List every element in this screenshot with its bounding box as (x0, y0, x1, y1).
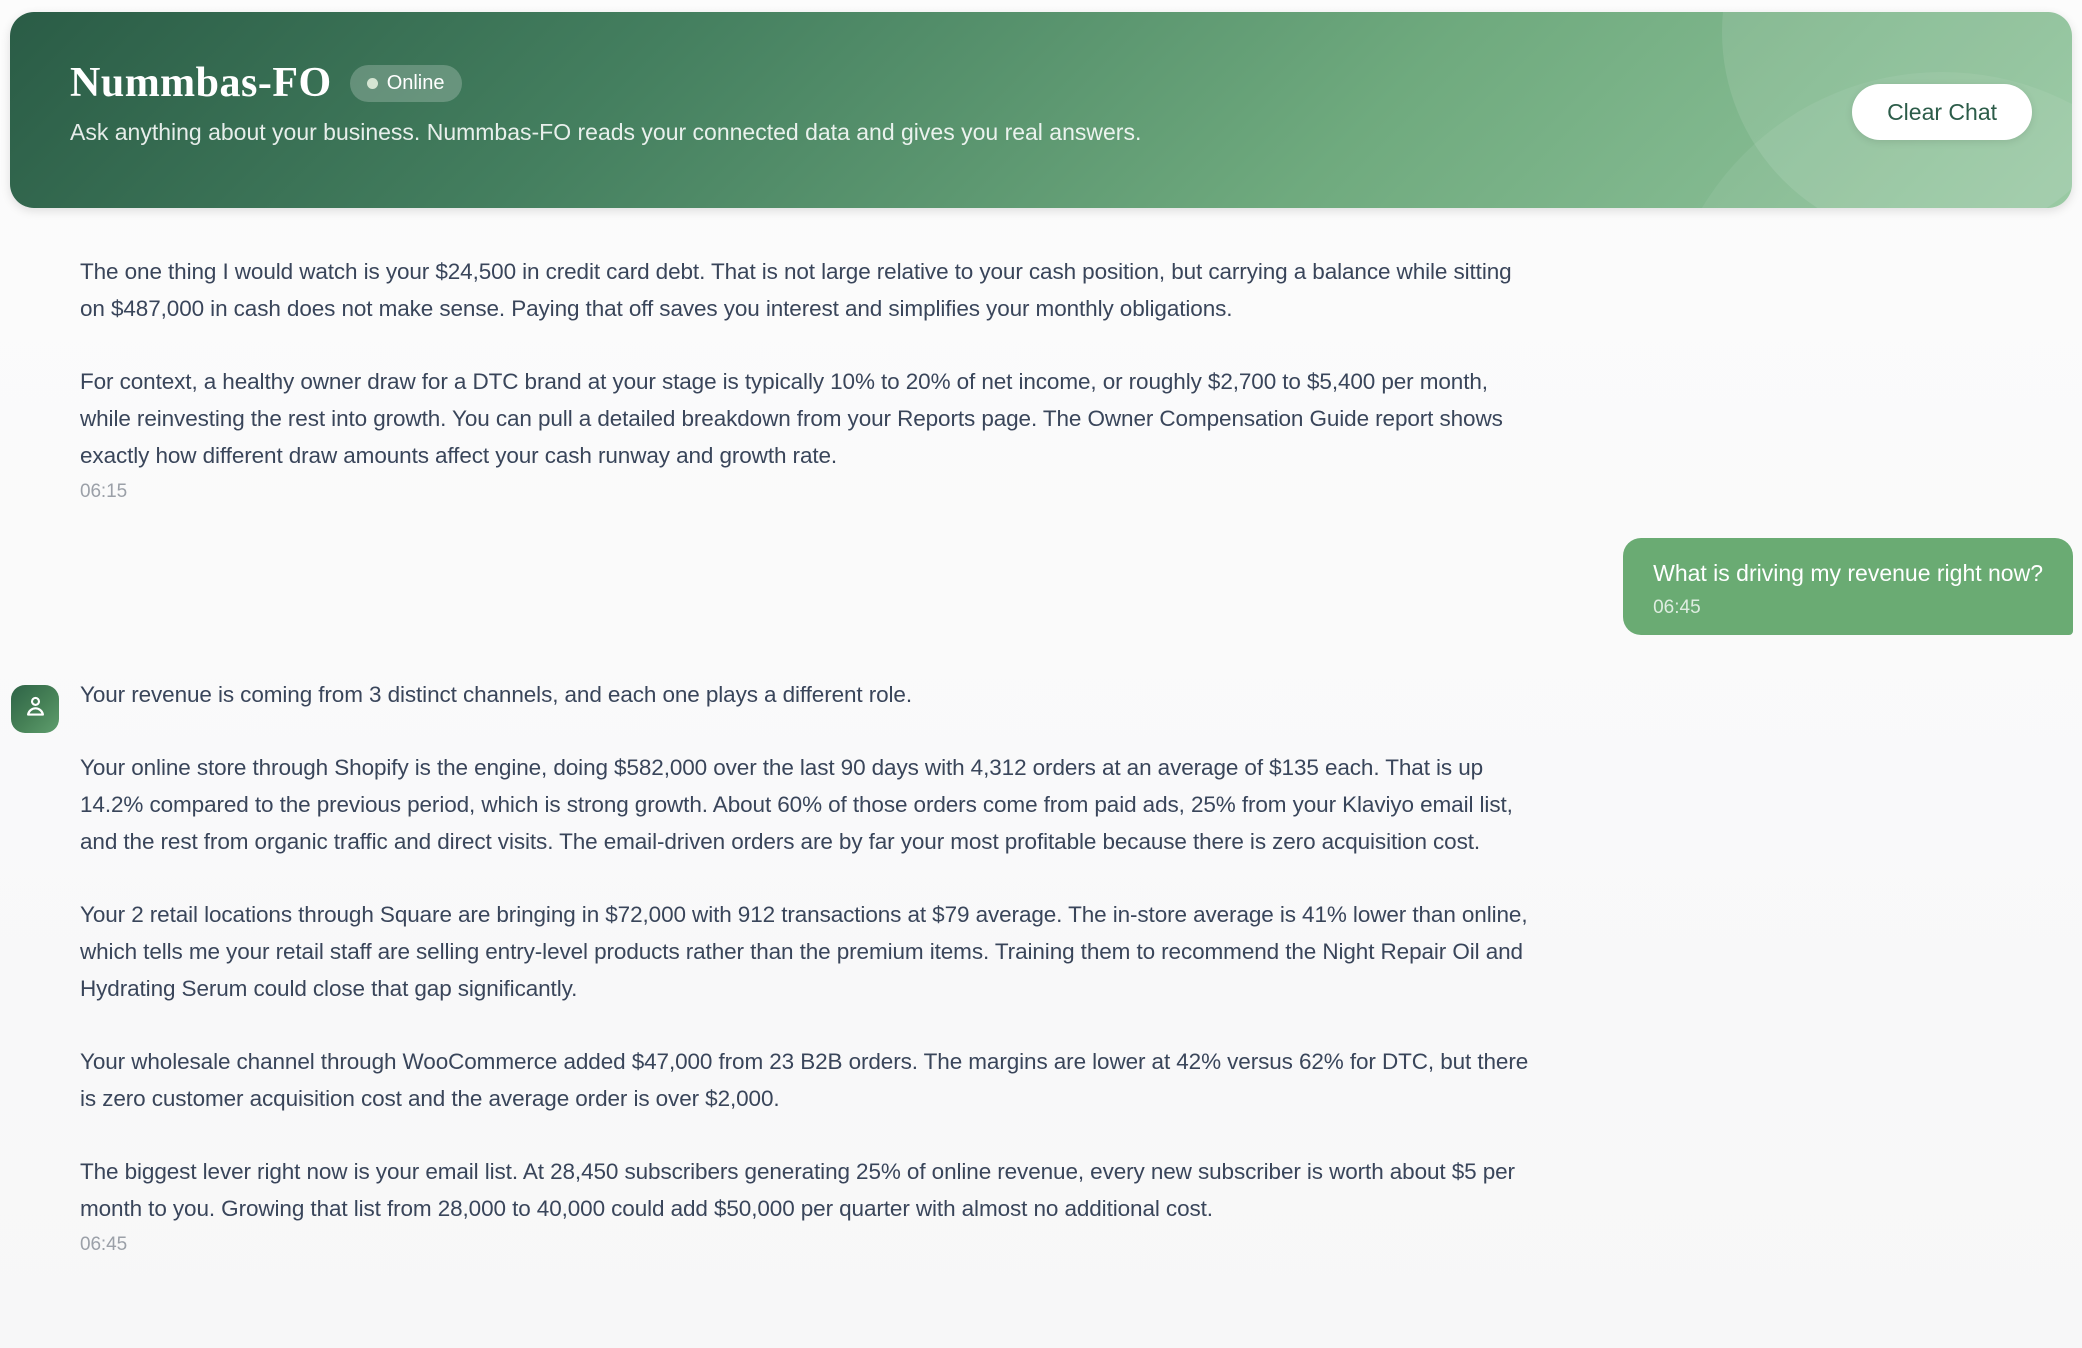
chat-header (10, 12, 2072, 208)
user-message-bubble (1623, 538, 2073, 635)
status-label: Online (386, 71, 445, 94)
message-timestamp: 06:45 (1653, 597, 1701, 618)
chat-message-list[interactable] (0, 208, 2082, 1257)
message-timestamp: 06:45 (80, 1234, 128, 1255)
header-title-row (70, 60, 2032, 106)
header-subtitle: Ask anything about your business. Nummbas-FO reads your connected data and gives you real answers. (70, 119, 1142, 146)
clear-chat-button[interactable]: Clear Chat (1852, 84, 2032, 140)
assistant-avatar (11, 685, 59, 733)
status-dot-icon (367, 78, 378, 89)
app-title: Nummbas-FO (70, 60, 332, 106)
assistant-message-paragraph: Your 2 retail locations through Square are bringing in $72,000 with 912 transactions at $79 average. The in-store average is 41% lower than online, which tells me your retail staff are selling entry-level products rather than the premium items. Training them to recommend the Night Repair Oil and Hydrating Serum could close that gap significantly. (80, 902, 1528, 1001)
assistant-message-paragraph: Your online store through Shopify is the engine, doing $582,000 over the last 90 days with 4,312 orders at an average of $135 each. That is up 14.2% compared to the previous period, which is strong growth. About 60% of those orders come from paid ads, 25% from your Klaviyo email list, and the rest from organic traffic and direct visits. The email-driven orders are by far your most profitable because there is zero acquisition cost. (80, 755, 1513, 854)
assistant-message-row (0, 253, 2082, 504)
user-message-text: What is driving my revenue right now? (1653, 560, 2043, 586)
assistant-message-paragraph: For context, a healthy owner draw for a DTC brand at your stage is typically 10% to 20% of net income, or roughly $2,700 to $5,400 per month, while reinvesting the rest into growth. You can pull a detailed breakdown from your Reports page. The Owner Compensation Guide report shows exactly how different draw amounts affect your cash runway and growth rate. (80, 369, 1503, 468)
assistant-message-paragraph: The one thing I would watch is your $24,500 in credit card debt. That is not large relative to your cash position, but carrying a balance while sitting on $487,000 in cash does not make sense. Paying that off saves you interest and simplifies your monthly obligations. (80, 259, 1512, 321)
user-message-row (0, 538, 2082, 635)
assistant-message-content (80, 253, 1540, 504)
user-icon (22, 693, 49, 725)
message-timestamp: 06:15 (80, 481, 128, 502)
assistant-message-paragraph: Your revenue is coming from 3 distinct channels, and each one plays a different role. (80, 682, 912, 707)
status-badge (350, 65, 462, 102)
assistant-message-row (0, 676, 2082, 1257)
assistant-message-paragraph: Your wholesale channel through WooCommerce added $47,000 from 23 B2B orders. The margins are lower at 42% versus 62% for DTC, but there is zero customer acquisition cost and the average order is over $2,000. (80, 1049, 1529, 1111)
assistant-message-content (80, 676, 1540, 1257)
assistant-message-paragraph: The biggest lever right now is your email list. At 28,450 subscribers generating 25% of online revenue, every new subscriber is worth about $5 per month to you. Growing that list from 28,000 to 40,000 could add $50,000 per quarter with almost no additional cost. (80, 1159, 1515, 1221)
